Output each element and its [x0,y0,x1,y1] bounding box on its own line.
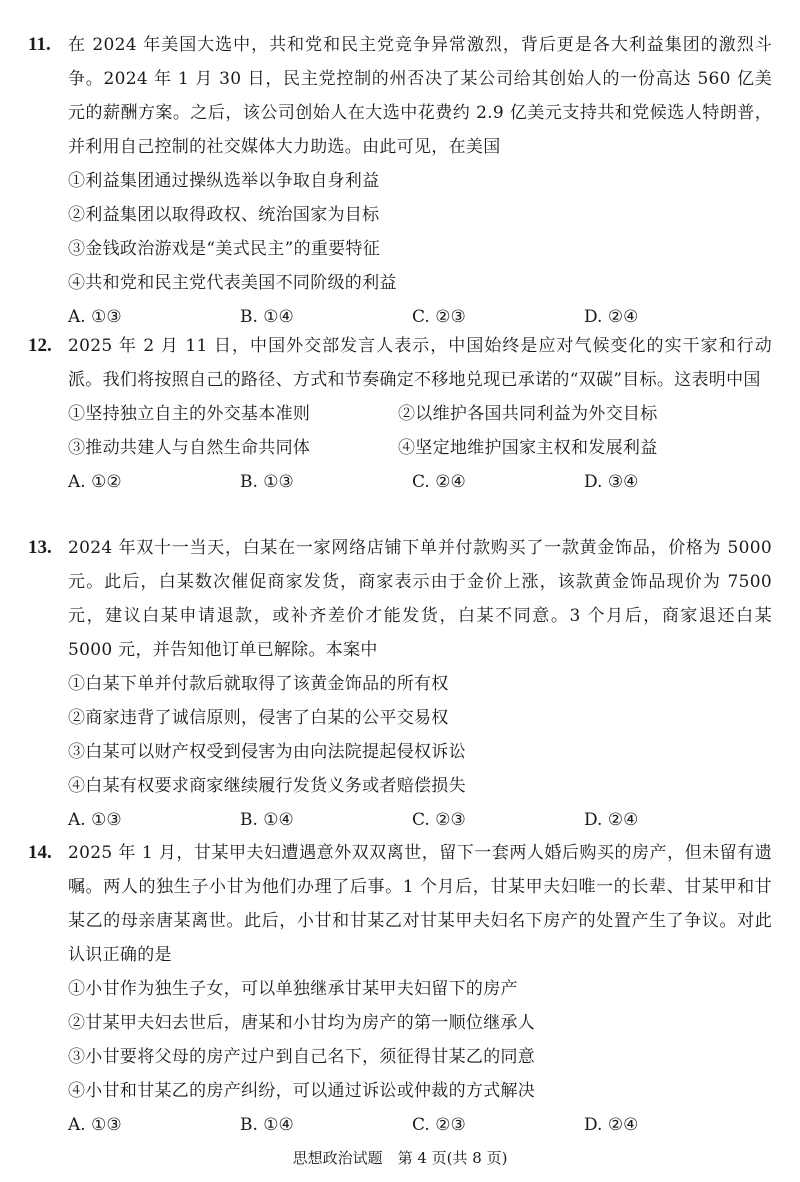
option-2: ②利益集团以取得政权、统治国家为目标 [68,205,380,225]
question-stem: 在 2024 年美国大选中，共和党和民主党竞争异常激烈，背后更是各大利益集团的激烈斗争。2024 年 1 月 30 日，民主党控制的州否决了某公司给其创始人的一份高达 560 亿美元的薪酬方案。之后，该公司创始人在大选中花费约 2.9 亿美元支持共和党候选人特朗普，并利用自己控制的社交媒体大力助选。由此可见，在美国 [68,35,772,157]
option-2: ②商家违背了诚信原则，侵害了白某的公平交易权 [68,708,449,728]
answer-b[interactable]: B. ①③ [240,472,294,492]
answer-a[interactable]: A. ①③ [68,810,122,830]
question-number: 12. [28,335,52,356]
option-4: ④坚定地维护国家主权和发展利益 [398,438,658,458]
option-1: ①坚持独立自主的外交基本准则 [68,404,311,424]
option-1: ①白某下单并付款后就取得了该黄金饰品的所有权 [68,674,449,694]
option-4: ④白某有权要求商家继续履行发货义务或者赔偿损失 [68,776,466,796]
answer-c[interactable]: C. ②③ [412,810,466,830]
option-3: ③金钱政治游戏是“美式民主”的重要特征 [68,239,381,259]
answer-choices [68,1108,772,1142]
question-12 [28,329,772,499]
option-3: ③白某可以财产权受到侵害为由向法院提起侵权诉讼 [68,742,466,762]
answer-c[interactable]: C. ②④ [412,472,466,492]
answer-c[interactable]: C. ②③ [412,1115,466,1135]
option-3: ③小甘要将父母的房产过户到自己名下，须征得甘某乙的同意 [68,1047,536,1067]
question-number: 14. [28,842,52,863]
question-number: 11. [28,34,51,55]
option-2: ②以维护各国共同利益为外交目标 [398,404,658,424]
answer-a[interactable]: A. ①② [68,472,122,492]
option-4: ④小甘和甘某乙的房产纠纷，可以通过诉讼或仲裁的方式解决 [68,1081,536,1101]
option-3: ③推动共建人与自然生命共同体 [68,438,311,458]
answer-b[interactable]: B. ①④ [240,307,294,327]
answer-d[interactable]: D. ②④ [584,307,639,327]
option-2: ②甘某甲夫妇去世后，唐某和小甘均为房产的第一顺位继承人 [68,1013,536,1033]
answer-c[interactable]: C. ②③ [412,307,466,327]
option-1: ①利益集团通过操纵选举以争取自身利益 [68,171,380,191]
page-footer: 思想政治试题 第 4 页(共 8 页) [292,1149,508,1167]
option-row [68,397,772,431]
answer-d[interactable]: D. ②④ [584,810,639,830]
answer-choices [68,465,772,499]
answer-d[interactable]: D. ②④ [584,1115,639,1135]
answer-d[interactable]: D. ③④ [584,472,639,492]
option-1: ①小甘作为独生子女，可以单独继承甘某甲夫妇留下的房产 [68,979,518,999]
option-row [68,431,772,465]
answer-a[interactable]: A. ①③ [68,307,122,327]
answer-choices [68,803,772,837]
question-14 [28,836,772,1142]
question-stem: 2025 年 1 月，甘某甲夫妇遭遇意外双双离世，留下一套两人婚后购买的房产，但未留有遗嘱。两人的独生子小甘为他们办理了后事。1 个月后，甘某甲夫妇唯一的长辈、甘某甲和甘某乙的母亲唐某离世。此后，小甘和甘某乙对甘某甲夫妇名下房产的处置产生了争议。对此认识正确的是 [68,843,772,965]
question-number: 13. [28,537,52,558]
question-stem: 2024 年双十一当天，白某在一家网络店铺下单并付款购买了一款黄金饰品，价格为 5000 元。此后，白某数次催促商家发货，商家表示由于金价上涨，该款黄金饰品现价为 7500 元，建议白某申请退款，或补齐差价才能发货，白某不同意。3 个月后，商家退还白某 5000 元，并告知他订单已解除。本案中 [68,538,772,660]
answer-b[interactable]: B. ①④ [240,1115,294,1135]
question-stem: 2025 年 2 月 11 日，中国外交部发言人表示，中国始终是应对气候变化的实干家和行动派。我们将按照自己的路径、方式和节奏确定不移地兑现已承诺的“双碳”目标。这表明中国 [68,336,772,390]
answer-a[interactable]: A. ①③ [68,1115,122,1135]
question-11 [28,28,772,334]
answer-b[interactable]: B. ①④ [240,810,294,830]
option-4: ④共和党和民主党代表美国不同阶级的利益 [68,273,397,293]
question-13 [28,531,772,837]
